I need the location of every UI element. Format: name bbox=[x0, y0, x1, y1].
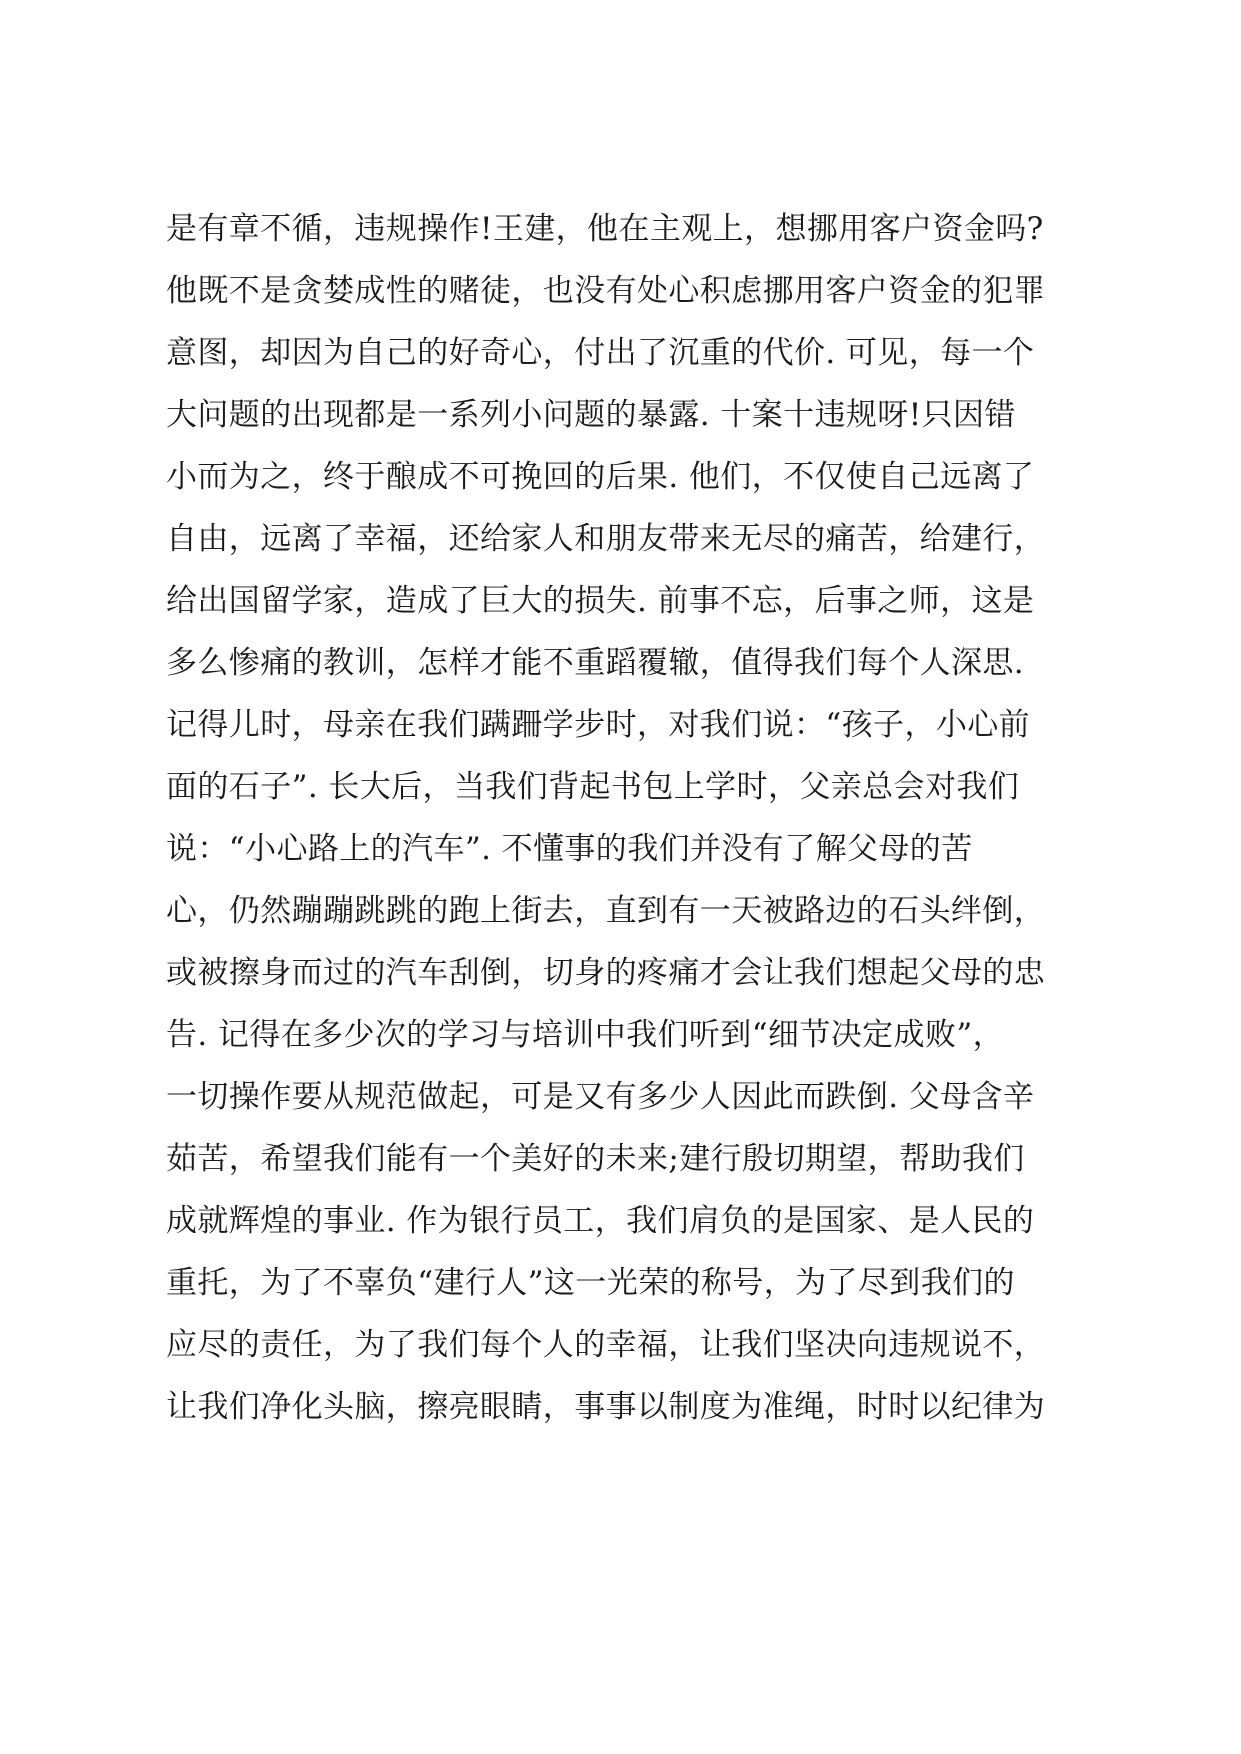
text-line: 茹苦，希望我们能有一个美好的未来;建行殷切期望，帮助我们 bbox=[166, 1141, 1025, 1177]
text-line: 面的石子”. 长大后，当我们背起书包上学时，父亲总会对我们 bbox=[166, 769, 1020, 805]
text-line: 他既不是贪婪成性的赌徒，也没有处心积虑挪用客户资金的犯罪 bbox=[166, 273, 1046, 309]
text-line: 应尽的责任，为了我们每个人的幸福，让我们坚决向违规说不， bbox=[166, 1327, 1046, 1363]
text-line: 告. 记得在多少次的学习与培训中我们听到“细节决定成败”， bbox=[166, 1017, 1005, 1053]
text-line: 一切操作要从规范做起，可是又有多少人因此而跌倒. 父母含辛 bbox=[166, 1079, 1035, 1115]
body-text bbox=[166, 198, 1096, 1438]
text-line: 意图，却因为自己的好奇心，付出了沉重的代价. 可见，每一个 bbox=[166, 335, 1035, 371]
text-line: 或被擦身而过的汽车刮倒，切身的疼痛才会让我们想起父母的忠 bbox=[166, 955, 1046, 991]
text-line: 小而为之，终于酿成不可挽回的后果. 他们，不仅使自己远离了 bbox=[166, 459, 1035, 495]
text-line: 给出国留学家，造成了巨大的损失. 前事不忘，后事之师，这是 bbox=[166, 583, 1035, 619]
text-line: 说：“小心路上的汽车”. 不懂事的我们并没有了解父母的苦 bbox=[166, 831, 973, 867]
text-line: 重托，为了不辜负“建行人”这一光荣的称号，为了尽到我们的 bbox=[166, 1265, 1015, 1301]
text-line: 多么惨痛的教训，怎样才能不重蹈覆辙，值得我们每个人深思. bbox=[166, 645, 1025, 681]
text-line: 自由，远离了幸福，还给家人和朋友带来无尽的痛苦，给建行， bbox=[166, 521, 1046, 557]
text-line: 大问题的出现都是一系列小问题的暴露. 十案十违规呀!只因错 bbox=[166, 397, 1016, 433]
text-line: 心，仍然蹦蹦跳跳的跑上街去，直到有一天被路边的石头绊倒， bbox=[166, 893, 1046, 929]
text-line: 记得儿时，母亲在我们蹒跚学步时，对我们说：“孩子，小心前 bbox=[166, 707, 1031, 743]
text-line: 让我们净化头脑，擦亮眼睛，事事以制度为准绳，时时以纪律为 bbox=[166, 1389, 1046, 1425]
text-line: 是有章不循，违规操作!王建，他在主观上，想挪用客户资金吗? bbox=[166, 211, 1044, 247]
text-line: 成就辉煌的事业. 作为银行员工，我们肩负的是国家、是人民的 bbox=[166, 1203, 1035, 1239]
